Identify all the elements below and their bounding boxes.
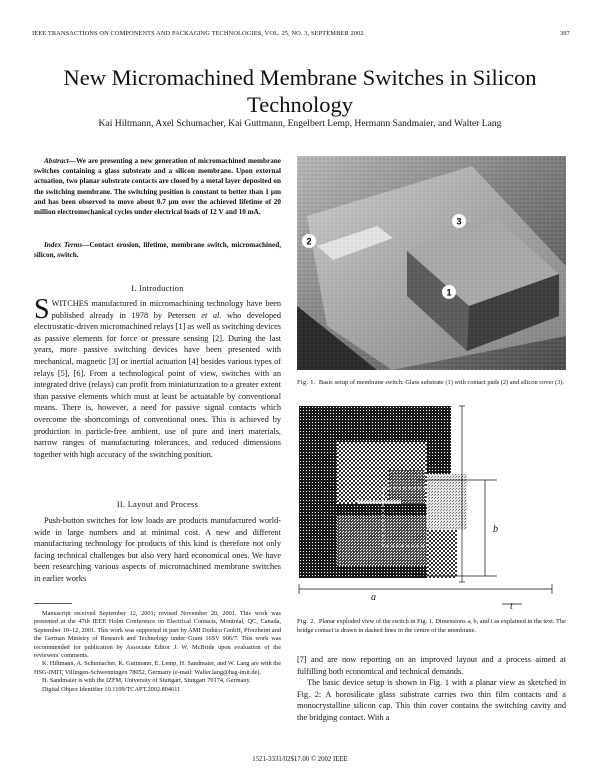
figure-1-label-3: 3 [456, 216, 462, 227]
footnote-doi: Digital Object Identifier 10.1109/TCAPT.2002.804611 [42, 685, 181, 693]
index-terms-text: Contact erosion, lifetime, membrane switch, micromachined, silicon, switch. [34, 241, 281, 260]
layout-body [34, 515, 281, 585]
figure-2-caption [297, 618, 566, 635]
footnote-manuscript: Manuscript received September 12, 2001; revised November 20, 2001. This work was presented at the 47th IEEE Holm Conference on Electrical Contacts, Montréal, QC, Canada, September 10–12, 2001. This work was supported in part by AMI Doduco GmbH, Pforzheim and the German Ministry of Research and Technology under Grant 16SV 906/7. This work was recommended for publication by Associate Editor J. W. McBride upon evaluation of the reviewers' comments. [34, 610, 281, 660]
footnote-izfm: H. Sandmaier is with the IZFM, University of Stuttgart, Stuttgart 70174, Germany. [42, 677, 251, 685]
figure-2-caption-label: Fig. 2. [297, 618, 316, 625]
layout-paragraph: Push-button switches for low loads are products manufactured world-wide in large numbers and at minimal cost. A new and different manufacturing technology for products of this kind is therefore not only facing technical challenges but also very hard economical ones. We have been researching various aspects of micromachined membrane switches in earlier works [34, 516, 281, 583]
drop-cap: S [34, 294, 50, 325]
right-column-body [297, 654, 566, 724]
right-paragraph-1: [7] and are now reporting on an improved layout and a process aimed at fulfilling both economical and technical demands. [297, 655, 566, 676]
figure-2-graphic [297, 404, 569, 612]
page-number: 397 [560, 30, 570, 37]
intro-etal: et al. [201, 310, 222, 320]
figure-1-graphic [297, 156, 566, 370]
dimension-t-label: t [510, 601, 513, 612]
paper-title: New Micromachined Membrane Switches in Silicon Technology [63, 65, 537, 117]
figure-1-label-2: 2 [306, 236, 312, 247]
footnotes [34, 610, 281, 694]
dimension-b-label: b [493, 524, 498, 535]
dimension-a-label: a [371, 592, 376, 603]
intro-text-start: WITCHES manufactured in micromachining technology have been published already in 1978 by Petersen [51, 299, 281, 320]
index-terms [34, 240, 281, 260]
figure-1-caption-label: Fig. 1. [297, 379, 316, 386]
figure-2-drawing [297, 404, 569, 612]
author-list: Kai Hiltmann, Axel Schumacher, Kai Guttmann, Engelbert Lemp, Hermann Sandmaier, and Walter Lang [98, 118, 502, 129]
figure-2-caption-text: Planar exploded view of the switch in Fig. 1. Dimensions a, b, and t as explained in the text. The bridge contact is drawn in dashed lines in the centre of the membrane. [297, 618, 566, 634]
abstract [34, 156, 281, 217]
right-paragraph-2: The basic device setup is shown in Fig. 1 with a planar view as sketched in Fig. 2: A borosilicate glass substrate carries two thin film contacts and a monocrystalline silicon cap. This thin cover contains the switching cavity and the bridging contact. With a [297, 678, 566, 722]
figure-1-label-1: 1 [446, 287, 452, 298]
journal-header: IEEE TRANSACTIONS ON COMPONENTS AND PACKAGING TECHNOLOGIES, VOL. 25, NO. 3, SEPTEMBER 2002 [32, 30, 364, 37]
introduction-body [34, 294, 281, 460]
index-terms-label: Index Terms— [44, 241, 90, 249]
copyright-footer: 1521-3331/02$17.00 © 2002 IEEE [252, 756, 348, 763]
section-heading-layout: II. Layout and Process [116, 500, 199, 509]
figure-1-photo [297, 156, 566, 370]
intro-text-rest: who developed electrostatic-driven micromachined relays [1] as well as switching devices as passive elements for force or pressure sensing [2]. During the last years, more passive switching devices have been presented with mechanical, magnetic [3] or inertial actuation [4] besides various types of relays [5], [6]. From a technological point of view, switches with an integrated drive (relays) can profit from miniaturization to a greater extent than passive elements which must at least be actuatable by conventional means. There is, however, a need for passive signal contacts which overcome the shortcomings of conventional ones. This is achieved by production in particle-free ambient, use of pure and inert materials, narrow ranges of manufacturing tolerances, and reduced dimensions together with high accuracy of the switching position. [34, 310, 281, 459]
figure-1-caption [297, 379, 566, 388]
abstract-text: We are presenting a new generation of micromachined membrane switches containing a glass substrate and a silicon membrane. Upon external actuation, two planar substrate contacts are closed by a metal layer deposited on the switching membrane. The switching position is constant to better than 1 μm and has been observed to move about 0.7 μm over the achieved lifetime of 20 million electromechanical cycles under electrical loads of 12 V and 10 mA. [34, 157, 281, 217]
section-heading-introduction: I. Introduction [131, 284, 184, 293]
footnote-rule [34, 603, 72, 604]
footnote-affiliation: K. Hiltmann, A. Schumacher, K. Guttmann, E. Lemp, H. Sandmaier, and W. Lang are with the HSG-IMIT, Villingen-Schwenningen 78052, Germany (e-mail: Walter.lang@hsg-imit.de). [34, 660, 281, 676]
figure-1-caption-text: Basic setup of membrane switch: Glass substrate (1) with contact pads (2) and silicon cover (3). [318, 379, 565, 386]
abstract-label: Abstract— [44, 157, 76, 165]
